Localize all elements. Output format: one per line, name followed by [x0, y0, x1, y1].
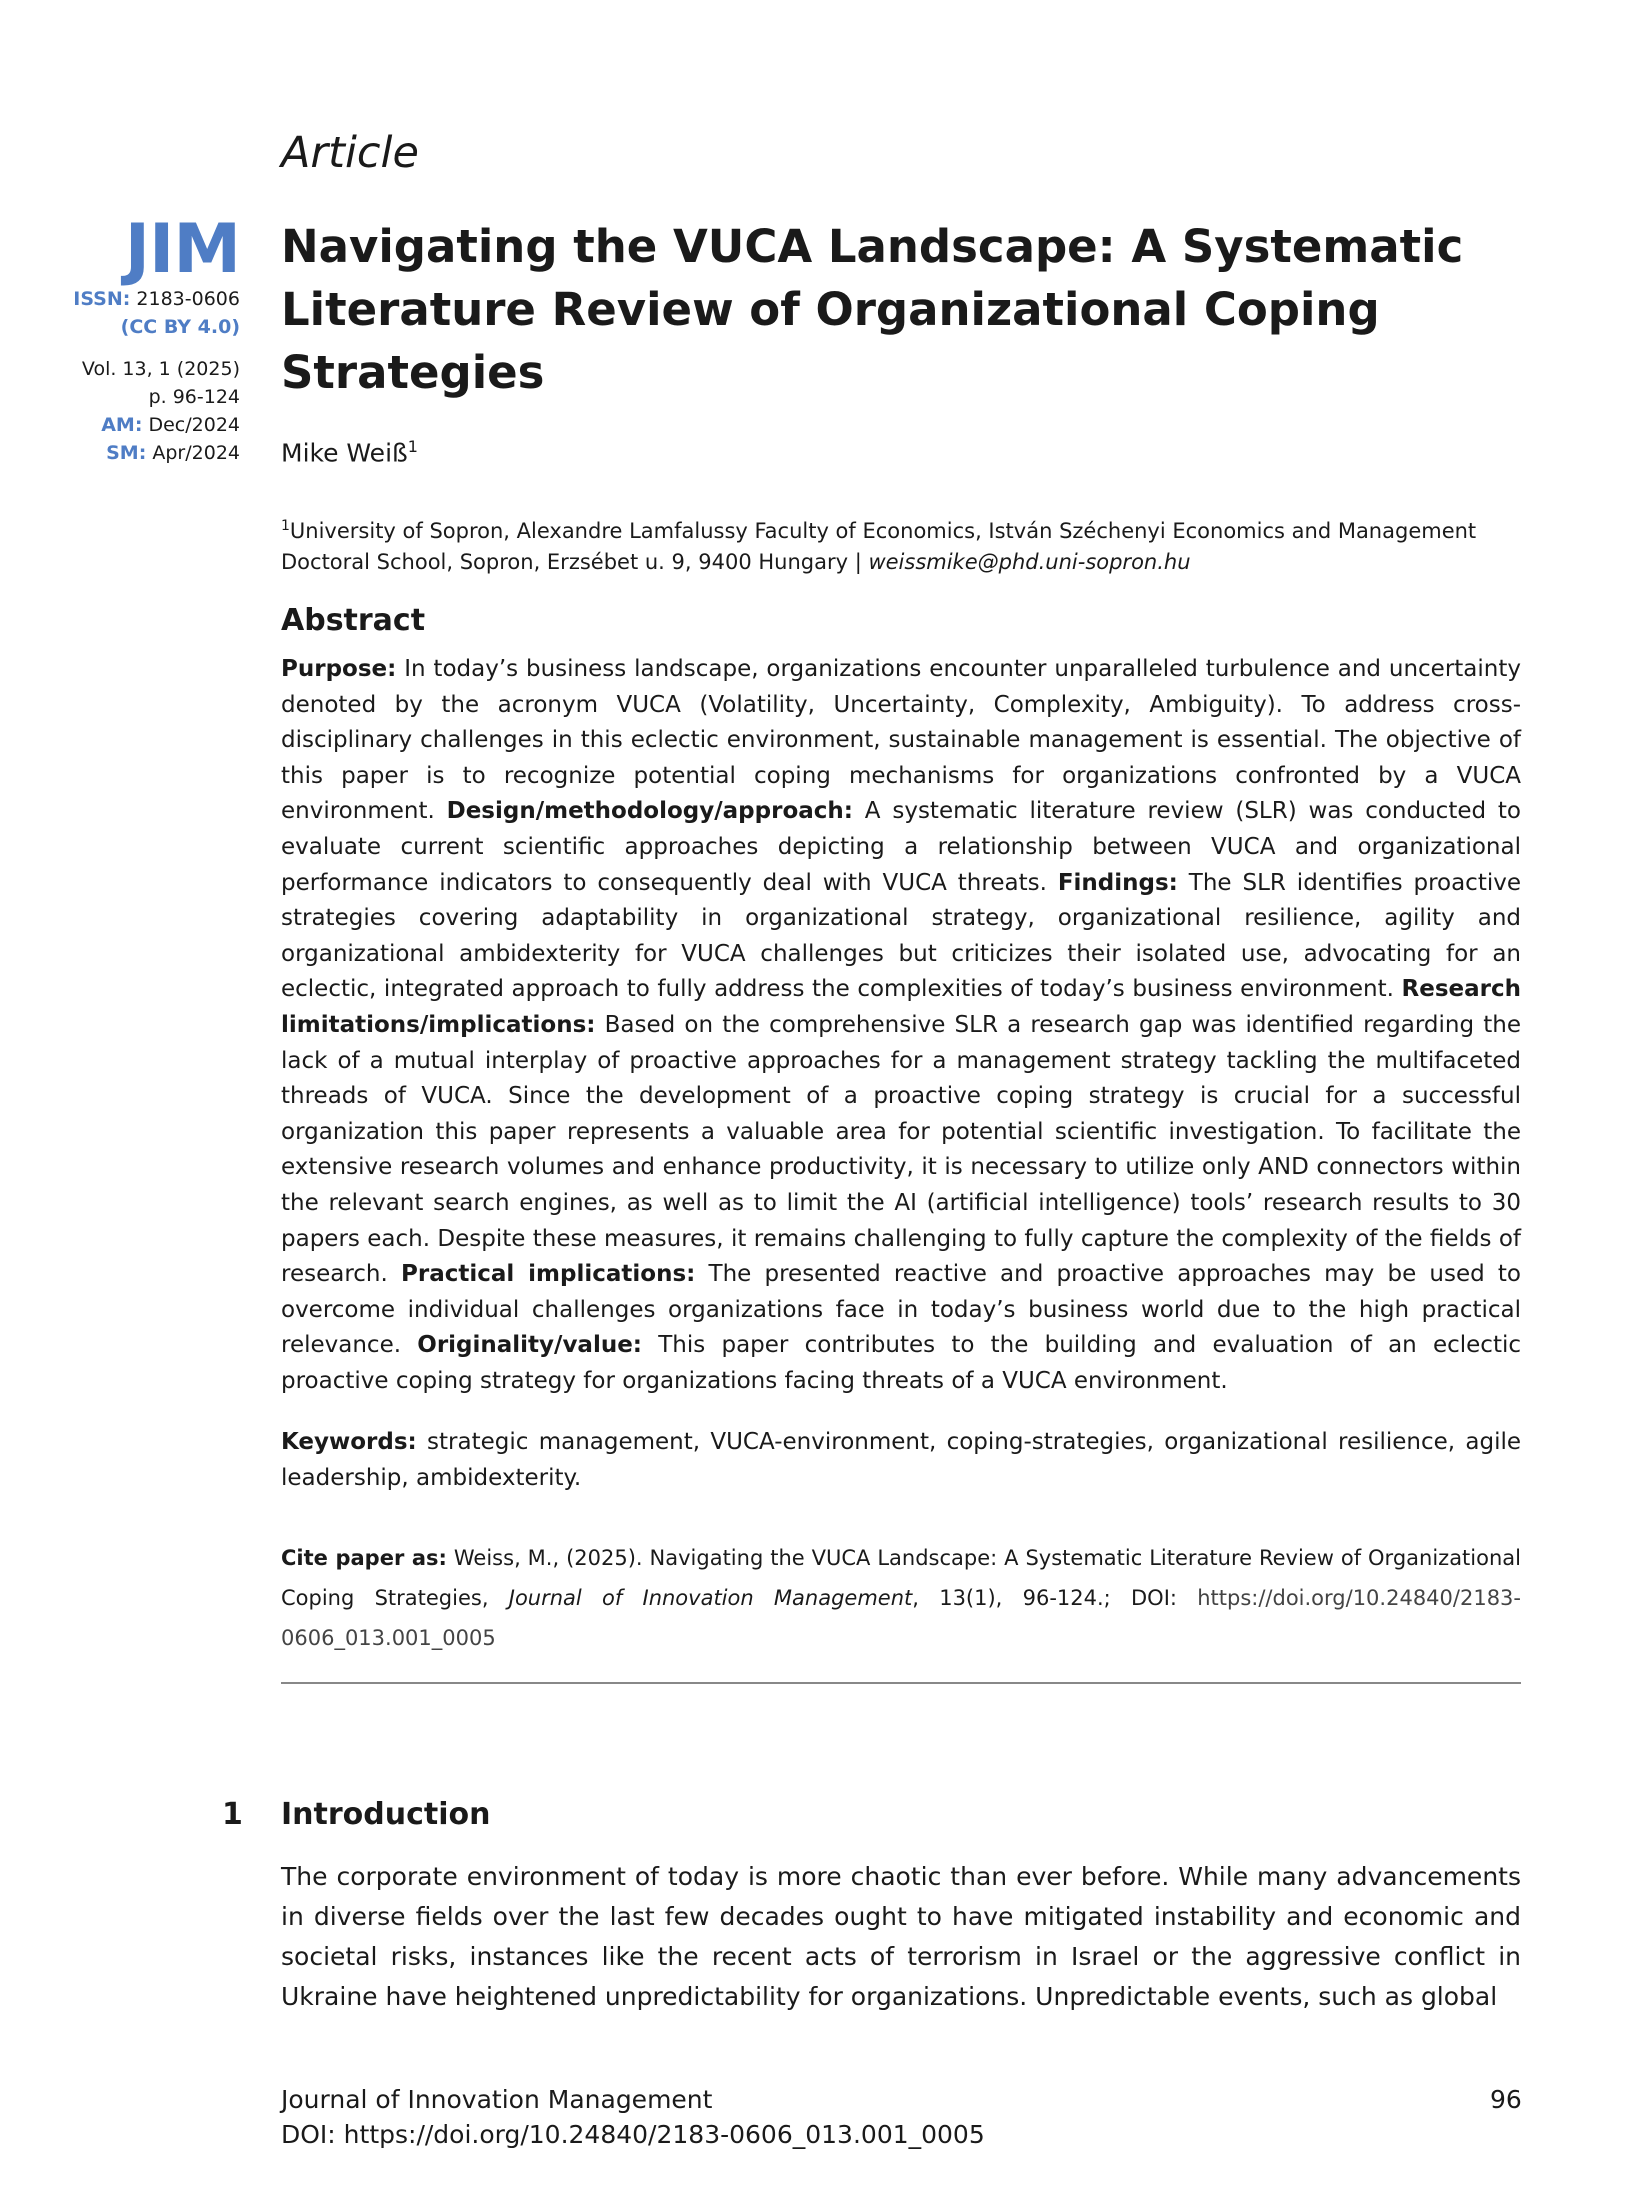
section-number: 1: [222, 1797, 243, 1832]
footer-journal-name: Journal of Innovation Management: [281, 2085, 713, 2114]
section-heading-introduction: Introduction: [281, 1797, 491, 1832]
am-line: [40, 411, 240, 439]
practical-text: The presented reactive and proactive approaches may be used to overcome individual challenges organizations face in today’s business world due to the high practical relevance.: [281, 1261, 1521, 1359]
page-range: p. 96-124: [148, 386, 240, 408]
limitations-text: Based on the comprehensive SLR a research gap was identified regarding the lack of a mutual interplay of proactive approaches for a management strategy tackling the multifaceted threads of VUCA. Since the development of a proactive coping strategy is crucial for a successful organization this paper represents a valuable area for potential scientific investigation. To facilitate the extensive research volumes and enhance productivity, it is necessary to utilize only AND connectors within the relevant search engines, as well as to limit the AI (artificial intelligence) tools’ research results to 30 papers each. Despite these measures, it remains challenging to fully capture the complexity of the fields of research.: [281, 1011, 1521, 1288]
sm-value: Apr/2024: [152, 442, 240, 464]
cite-text: Weiss, M., (2025). Navigating the VUCA Landscape: A Systematic Literature Review of Organizational Coping Strategies,: [281, 1546, 1521, 1610]
footer-doi-label: DOI:: [281, 2120, 344, 2149]
affiliation: [281, 511, 1521, 578]
journal-sidebar: [40, 210, 240, 467]
abstract-body: [281, 652, 1521, 1399]
originality-label: Originality/value:: [417, 1332, 643, 1359]
author-line: [281, 437, 418, 467]
findings-text: The SLR identifies proactive strategies covering adaptability in organizational strategy, organizational resilience, agility and organizational ambidexterity for VUCA challenges but criticizes their isolated use, advocating for an eclectic, integrated approach to fully address the complexities of today’s business environment.: [281, 869, 1522, 1003]
abstract-heading: Abstract: [281, 603, 426, 638]
cite-doi-link[interactable]: https://doi.org/10.24840/2183-0606_013.001_0005: [281, 1586, 1521, 1650]
article-type-label: Article: [281, 128, 419, 178]
am-value: Dec/2024: [148, 414, 240, 436]
cite-label: Cite paper as:: [281, 1546, 447, 1570]
author-affiliation-marker: 1: [407, 437, 418, 456]
paper-title: Navigating the VUCA Landscape: A Systematic Literature Review of Organizational Coping Strategies: [281, 220, 1464, 399]
design-text: A systematic literature review (SLR) was conducted to evaluate current scientific approaches depicting a relationship between VUCA and organizational performance indicators to consequently deal with VUCA threats.: [281, 798, 1521, 896]
footer-doi-link[interactable]: https://doi.org/10.24840/2183-0606_013.001_0005: [343, 2120, 985, 2149]
affiliation-marker: 1: [281, 518, 290, 534]
sm-line: [40, 439, 240, 467]
originality-text: This paper contributes to the building and evaluation of an eclectic proactive coping strategy for organizations facing threats of a VUCA environment.: [281, 1332, 1522, 1394]
findings-label: Findings:: [1057, 869, 1178, 896]
cite-tail: , 13(1), 96-124.; DOI:: [912, 1586, 1198, 1610]
footer-doi: [281, 2120, 985, 2149]
limitations-label: Research limitations/implications:: [281, 976, 1521, 1038]
author-email[interactable]: weissmike@phd.uni-sopron.hu: [868, 550, 1191, 574]
volume-info: Vol. 13, 1 (2025): [81, 358, 240, 380]
author-name: Mike Weiß: [281, 438, 408, 468]
am-label: AM:: [101, 414, 143, 436]
keywords-label: Keywords:: [281, 1429, 417, 1455]
journal-logo: JIM: [124, 210, 240, 289]
issn-label: ISSN:: [73, 288, 131, 310]
purpose-text: In today’s business landscape, organizations encounter unparalleled turbulence and uncertainty denoted by the acronym VUCA (Volatility, Uncertainty, Complexity, Ambiguity). To address cross-disciplinary challenges in this eclectic environment, sustainable management is essential. The objective of this paper is to recognize potential coping mechanisms for organizations confronted by a VUCA environment.: [281, 656, 1521, 825]
sm-label: SM:: [106, 442, 147, 464]
keywords-text: strategic management, VUCA-environment, coping-strategies, organizational resilience, agile leadership, ambidexterity.: [281, 1429, 1521, 1491]
introduction-paragraph: The corporate environment of today is more chaotic than ever before. While many advancements in diverse fields over the last few decades ought to have mitigated instability and economic and societal risks, instances like the recent acts of terrorism in Israel or the aggressive conflict in Ukraine have heightened unpredictability for organizations. Unpredictable events, such as global: [281, 1862, 1521, 2011]
practical-label: Practical implications:: [401, 1261, 696, 1288]
issn-line: [40, 285, 240, 313]
affiliation-text: University of Sopron, Alexandre Lamfalussy Faculty of Economics, István Széchenyi Economics and Management Doctoral School, Sopron, Erzsébet u. 9, 9400 Hungary |: [281, 519, 1477, 574]
license-label[interactable]: (CC BY 4.0): [120, 316, 240, 338]
purpose-label: Purpose:: [281, 656, 397, 682]
section-divider: [281, 1682, 1521, 1684]
design-label: Design/methodology/approach:: [446, 798, 853, 825]
keywords: [281, 1425, 1521, 1496]
page-number: 96: [1490, 2085, 1522, 2114]
issn-value: 2183-0606: [136, 288, 240, 310]
cite-journal: Journal of Innovation Management: [508, 1586, 913, 1610]
citation: [281, 1538, 1521, 1658]
